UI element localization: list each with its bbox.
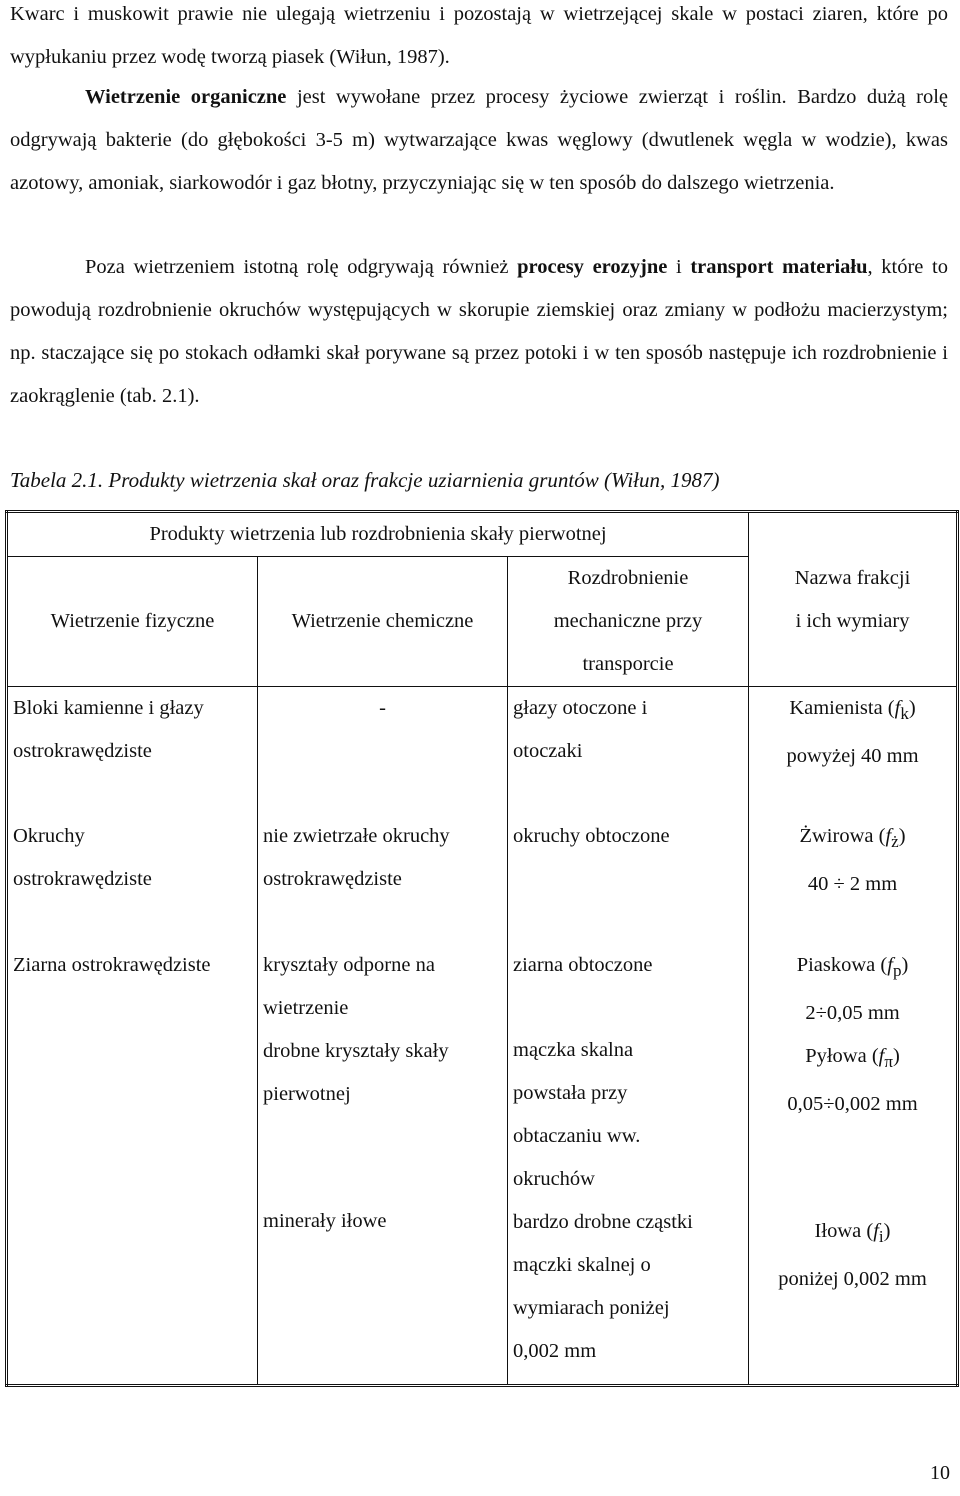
paragraph-erosion-text: , które to powodują rozdrobnienie okruchów występujących w skorupie ziemskiej oraz zmiany w podłożu macierzystym; np. staczające się po stokach odłamki skał porywane są przez potoki i w ten sposób następuje ich rozdrobnienie i zaokrąglenie (tab. 2.1). <box>10 256 948 407</box>
row3-mechanical-line10: 0,002 mm <box>513 1340 597 1362</box>
header-physical: Wietrzenie fizyczne <box>7 557 258 687</box>
row1-mechanical-line1: głazy otoczone i <box>513 697 648 719</box>
row1-physical-line2: ostrokrawędziste <box>13 740 152 762</box>
row3-chemical-line2: wietrzenie <box>263 997 349 1019</box>
fraction-label: Piaskowa ( <box>796 954 888 976</box>
row3-chemical-spacer <box>263 1158 502 1200</box>
table-header-row-1 <box>7 512 958 557</box>
row3-fraction-spacer <box>754 1168 951 1210</box>
row2-chemical-line2: ostrokrawędziste <box>263 868 402 890</box>
term-organic-weathering: Wietrzenie organiczne <box>85 86 287 108</box>
fraction-symbol: f <box>887 954 893 976</box>
fraction-label: Kamienista ( <box>789 697 895 719</box>
weathering-table <box>5 510 959 1387</box>
fraction-paren: ) <box>908 697 916 719</box>
row3-fraction2-size: 0,05÷0,002 mm <box>787 1093 918 1116</box>
fraction-label: Pyłowa ( <box>805 1045 879 1068</box>
fraction-symbol: f <box>878 1045 885 1068</box>
paragraph-organic-weathering <box>10 76 948 205</box>
fraction-symbol: f <box>894 697 901 719</box>
row3-mechanical-line5: obtaczaniu ww. <box>513 1125 641 1147</box>
header-mechanical-line3: transporcie <box>582 653 674 675</box>
row2-fraction-name <box>754 815 951 863</box>
row1-fraction-name <box>754 687 951 735</box>
row3-chemical-line7: minerały iłowe <box>263 1210 387 1232</box>
row3-mechanical-line7: bardzo drobne cząstki <box>513 1211 693 1233</box>
header-mechanical <box>508 557 749 687</box>
row3-fraction-spacer <box>754 1126 951 1168</box>
row3-chemical-line1: kryształy odporne na <box>263 954 435 976</box>
paragraph-erosion <box>10 246 948 418</box>
row3-chemical-spacer <box>263 1116 502 1158</box>
table-row <box>7 815 958 944</box>
row1-mechanical <box>508 687 749 816</box>
fraction-paren: ) <box>898 825 906 847</box>
row3-fraction1-name <box>754 944 951 992</box>
row1-physical <box>7 687 258 816</box>
paragraph-quartz: Kwarc i muskowit prawie nie ulegają wietrzeniu i pozostają w wietrzejącej skale w postaci ziaren, które po wypłukaniu przez wodę tworzą piasek (Wiłun, 1987). <box>10 3 948 68</box>
fraction-subscript: p <box>892 961 902 981</box>
row3-fraction2-name <box>754 1035 951 1083</box>
row3-mechanical-line8: mączki skalnej o <box>513 1254 651 1276</box>
row3-fraction <box>749 944 958 1386</box>
row3-mechanical-spacer <box>513 987 743 1029</box>
row3-chemical-line4: pierwotnej <box>263 1083 351 1105</box>
header-chemical: Wietrzenie chemiczne <box>258 557 508 687</box>
header-fraction-line2: i ich wymiary <box>795 609 910 632</box>
row2-fraction-size: 40 ÷ 2 mm <box>807 873 898 896</box>
row3-chemical-line3: drobne kryształy skały <box>263 1040 449 1062</box>
fraction-label: Żwirowa ( <box>799 825 886 847</box>
table-row <box>7 687 958 816</box>
paragraph-erosion-mid: i <box>667 256 691 278</box>
fraction-paren: ) <box>892 1045 900 1068</box>
page-number: 10 <box>930 1462 950 1484</box>
row1-chemical: - <box>258 687 508 816</box>
row1-fraction <box>749 687 958 816</box>
fraction-paren: ) <box>901 954 909 976</box>
row3-fraction3-size: poniżej 0,002 mm <box>778 1268 927 1291</box>
fraction-label: Iłowa ( <box>814 1220 874 1243</box>
row2-chemical-line1: nie zwietrzałe okruchy <box>263 825 450 847</box>
table-caption: Tabela 2.1. Produkty wietrzenia skał oraz frakcje uziarnienia gruntów (Wiłun, 1987) <box>10 468 720 492</box>
row2-mechanical: okruchy obtoczone <box>508 815 749 944</box>
row3-mechanical-line3: mączka skalna <box>513 1039 634 1061</box>
row1-mechanical-line2: otoczaki <box>513 740 583 762</box>
row3-mechanical-line6: okruchów <box>513 1168 595 1190</box>
row2-physical-line1: Okruchy <box>13 825 85 847</box>
header-mechanical-line1: Rozdrobnienie <box>567 567 689 589</box>
fraction-subscript: k <box>900 704 909 724</box>
term-transport: transport materiału <box>690 256 868 278</box>
row3-mechanical-line1: ziarna obtoczone <box>513 954 653 976</box>
row3-mechanical <box>508 944 749 1386</box>
row3-physical: Ziarna ostrokrawędziste <box>7 944 258 1386</box>
paragraph-organic-text: jest wywołane przez procesy życiowe zwierząt i roślin. Bardzo dużą rolę odgrywają bakterie (do głębokości 3-5 m) wytwarzające kwas węglowy (dwutlenek węgla w wodzie), kwas azotowy, amoniak, siarkowodór i gaz błotny, przyczyniając się w ten sposób do dalszego wietrzenia. <box>10 86 949 194</box>
paragraph-erosion-intro: Poza wietrzeniem istotną rolę odgrywają również <box>85 256 518 278</box>
row3-chemical <box>258 944 508 1386</box>
row2-chemical <box>258 815 508 944</box>
row3-fraction1-size: 2÷0,05 mm <box>805 1002 900 1025</box>
fraction-symbol: f <box>873 1220 879 1243</box>
fraction-paren: ) <box>883 1220 891 1243</box>
header-fraction <box>749 512 958 687</box>
row2-physical <box>7 815 258 944</box>
row2-fraction <box>749 815 958 944</box>
table-row <box>7 944 958 1386</box>
row1-fraction-size: powyżej 40 mm <box>786 745 919 768</box>
header-fraction-line1: Nazwa frakcji <box>794 566 911 589</box>
row2-physical-line2: ostrokrawędziste <box>13 868 152 890</box>
fraction-subscript: π <box>884 1052 893 1072</box>
term-erosion: procesy erozyjne <box>517 256 668 278</box>
group-header: Produkty wietrzenia lub rozdrobnienia skały pierwotnej <box>7 512 749 557</box>
row3-mechanical-line4: powstała przy <box>513 1082 628 1104</box>
fraction-symbol: f <box>885 825 892 847</box>
fraction-subscript: i <box>878 1227 884 1247</box>
header-mechanical-line2: mechaniczne przy <box>553 610 703 632</box>
fraction-subscript: ż <box>891 832 899 852</box>
row3-fraction3-name <box>754 1210 951 1258</box>
row3-mechanical-line9: wymiarach poniżej <box>513 1297 670 1319</box>
row1-physical-line1: Bloki kamienne i głazy <box>13 697 204 719</box>
